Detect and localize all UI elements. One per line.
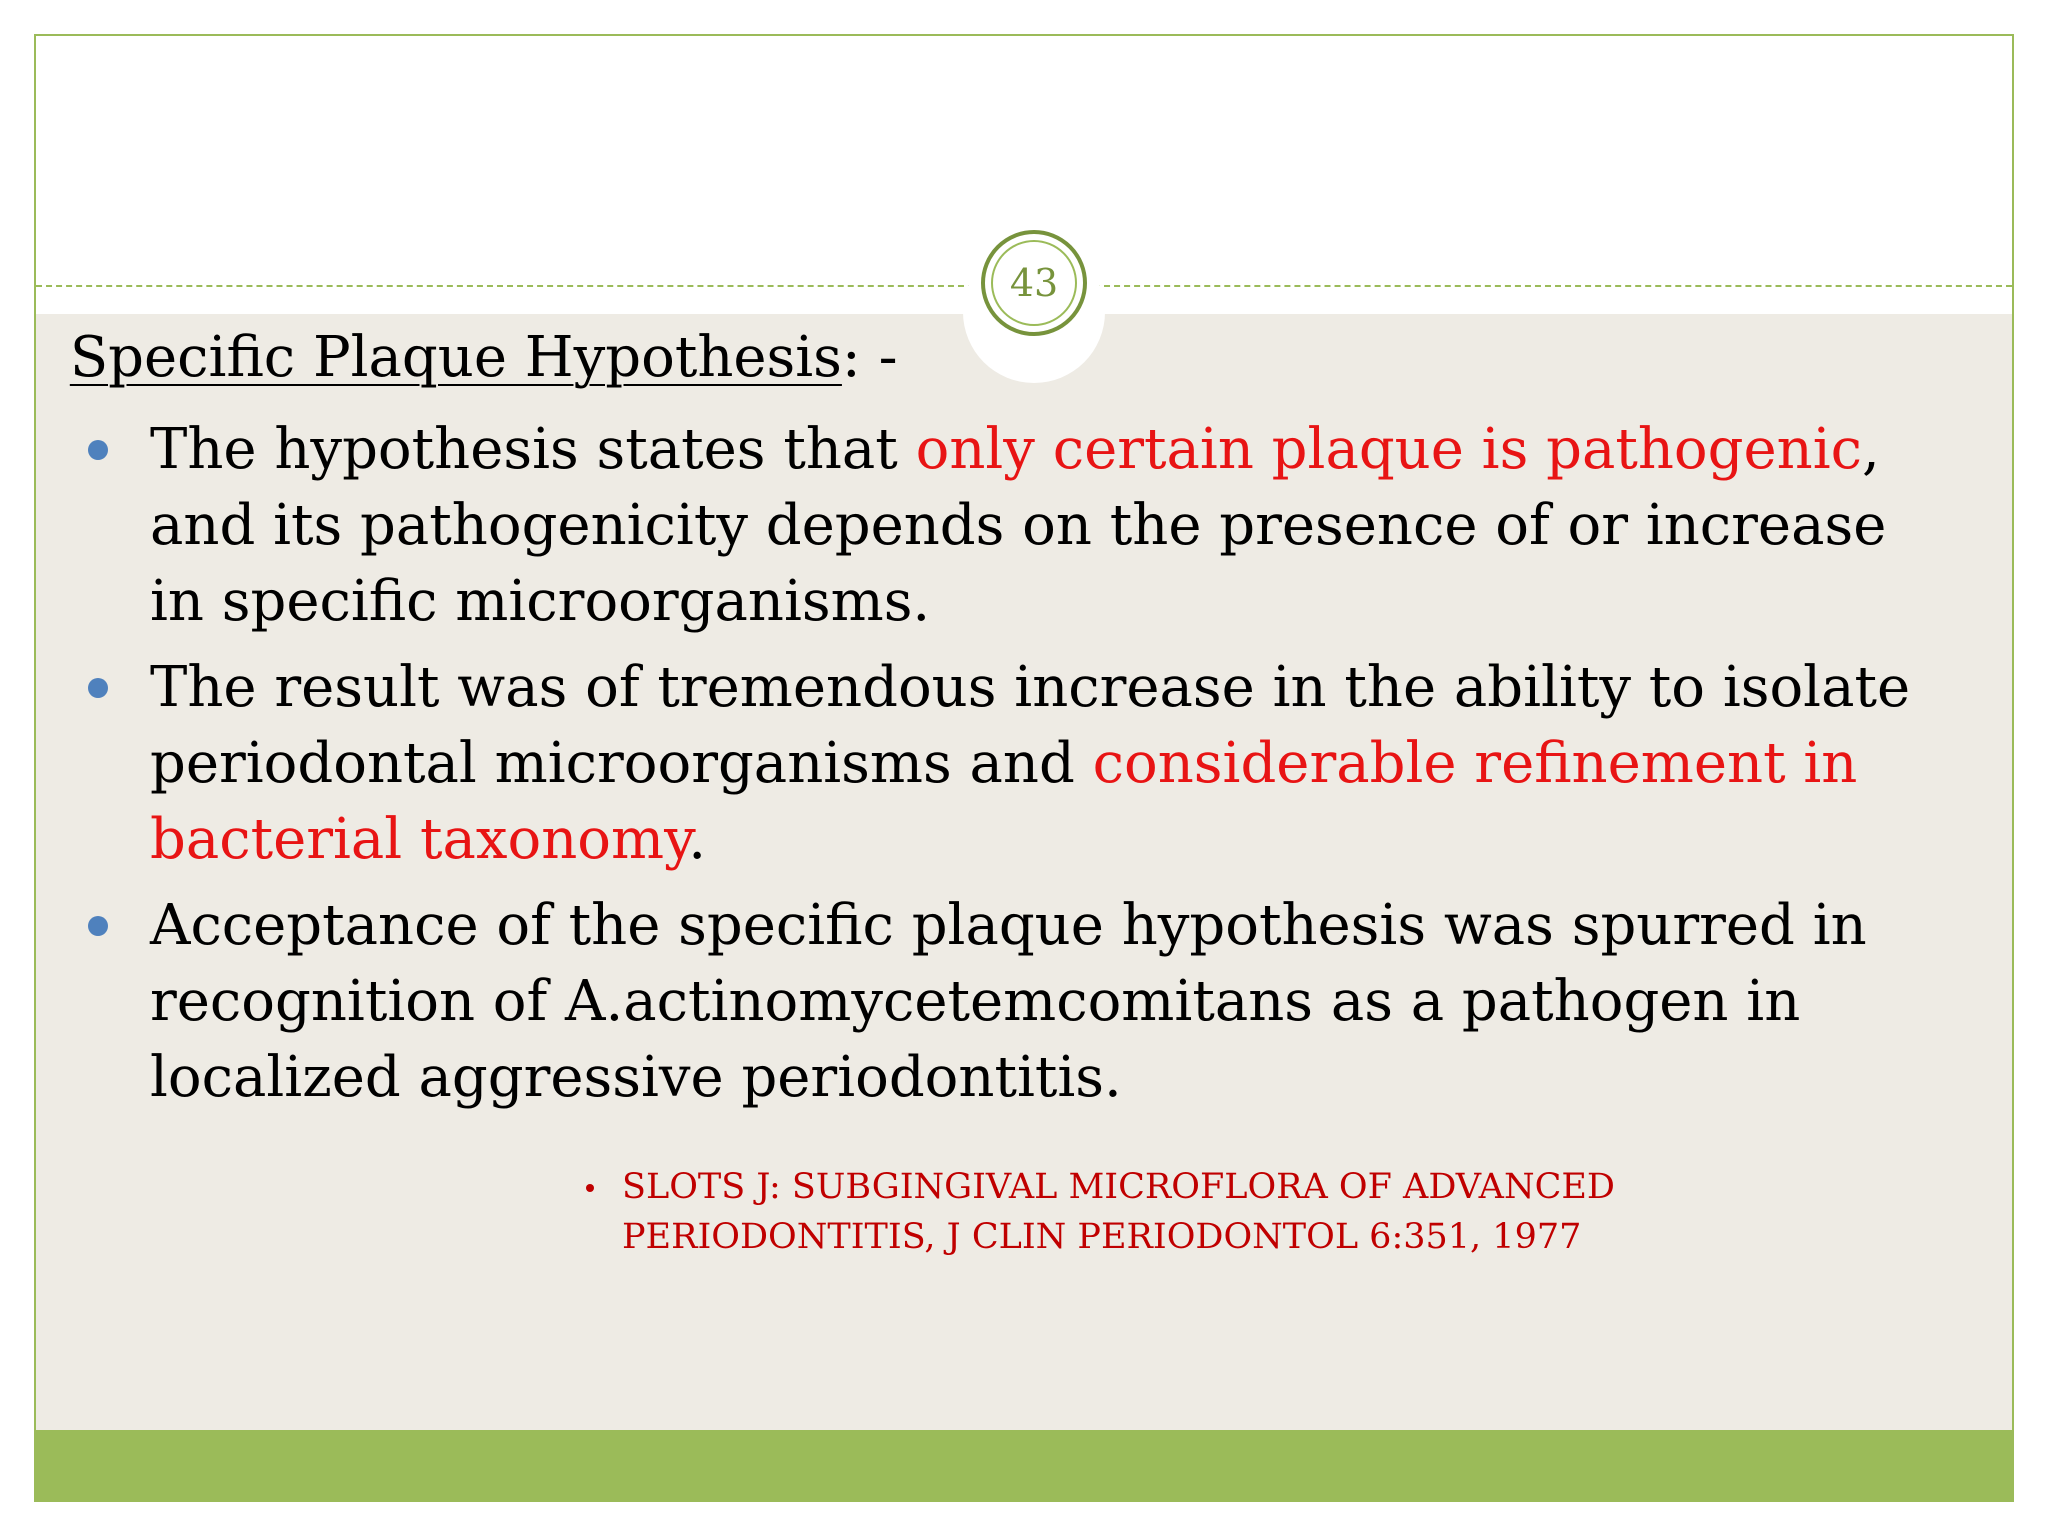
bullet-text-after: .	[688, 807, 707, 872]
reference-citation	[582, 1162, 1615, 1262]
bullet-highlight: only certain plaque is pathogenic	[915, 417, 1862, 482]
bullet-item	[52, 888, 1942, 1116]
reference-line-1: SLOTS J: SUBGINGIVAL MICROFLORA OF ADVANCED	[622, 1167, 1615, 1207]
header-divider-left	[36, 285, 974, 287]
slide-title-text: Specific Plaque Hypothesis	[69, 325, 842, 390]
bullet-icon	[88, 440, 108, 460]
bullet-item	[52, 650, 1942, 878]
bullet-text: The hypothesis states that	[150, 417, 916, 482]
bullet-item	[52, 412, 1942, 640]
header-divider-right	[1094, 285, 2012, 287]
reference-bullet-icon	[586, 1184, 594, 1192]
bullet-text: The result was of tremendous increase in the ability to isolate periodontal microorganisms and	[150, 655, 1911, 796]
bullet-icon	[88, 916, 108, 936]
bullet-text: Acceptance of the specific plaque hypothesis was spurred in recognition of A.actinomycetemcomitans as a pathogen in localized aggressive periodontitis.	[150, 893, 1867, 1110]
bullet-icon	[88, 678, 108, 698]
slide-number-badge	[981, 230, 1087, 336]
slide-number: 43	[991, 240, 1077, 326]
bullet-list	[52, 412, 1942, 1126]
slide-title-suffix: : -	[841, 325, 898, 390]
footer-bar	[36, 1430, 2012, 1500]
slide-title	[52, 325, 898, 390]
bullet-highlight: considerable refinement in bacterial taxonomy	[150, 731, 1858, 872]
bullet-text-after: , and its pathogenicity depends on the presence of or increase in specific microorganisms.	[150, 417, 1887, 634]
reference-line-2: PERIODONTITIS, J CLIN PERIODONTOL 6:351, 1977	[622, 1217, 1582, 1257]
